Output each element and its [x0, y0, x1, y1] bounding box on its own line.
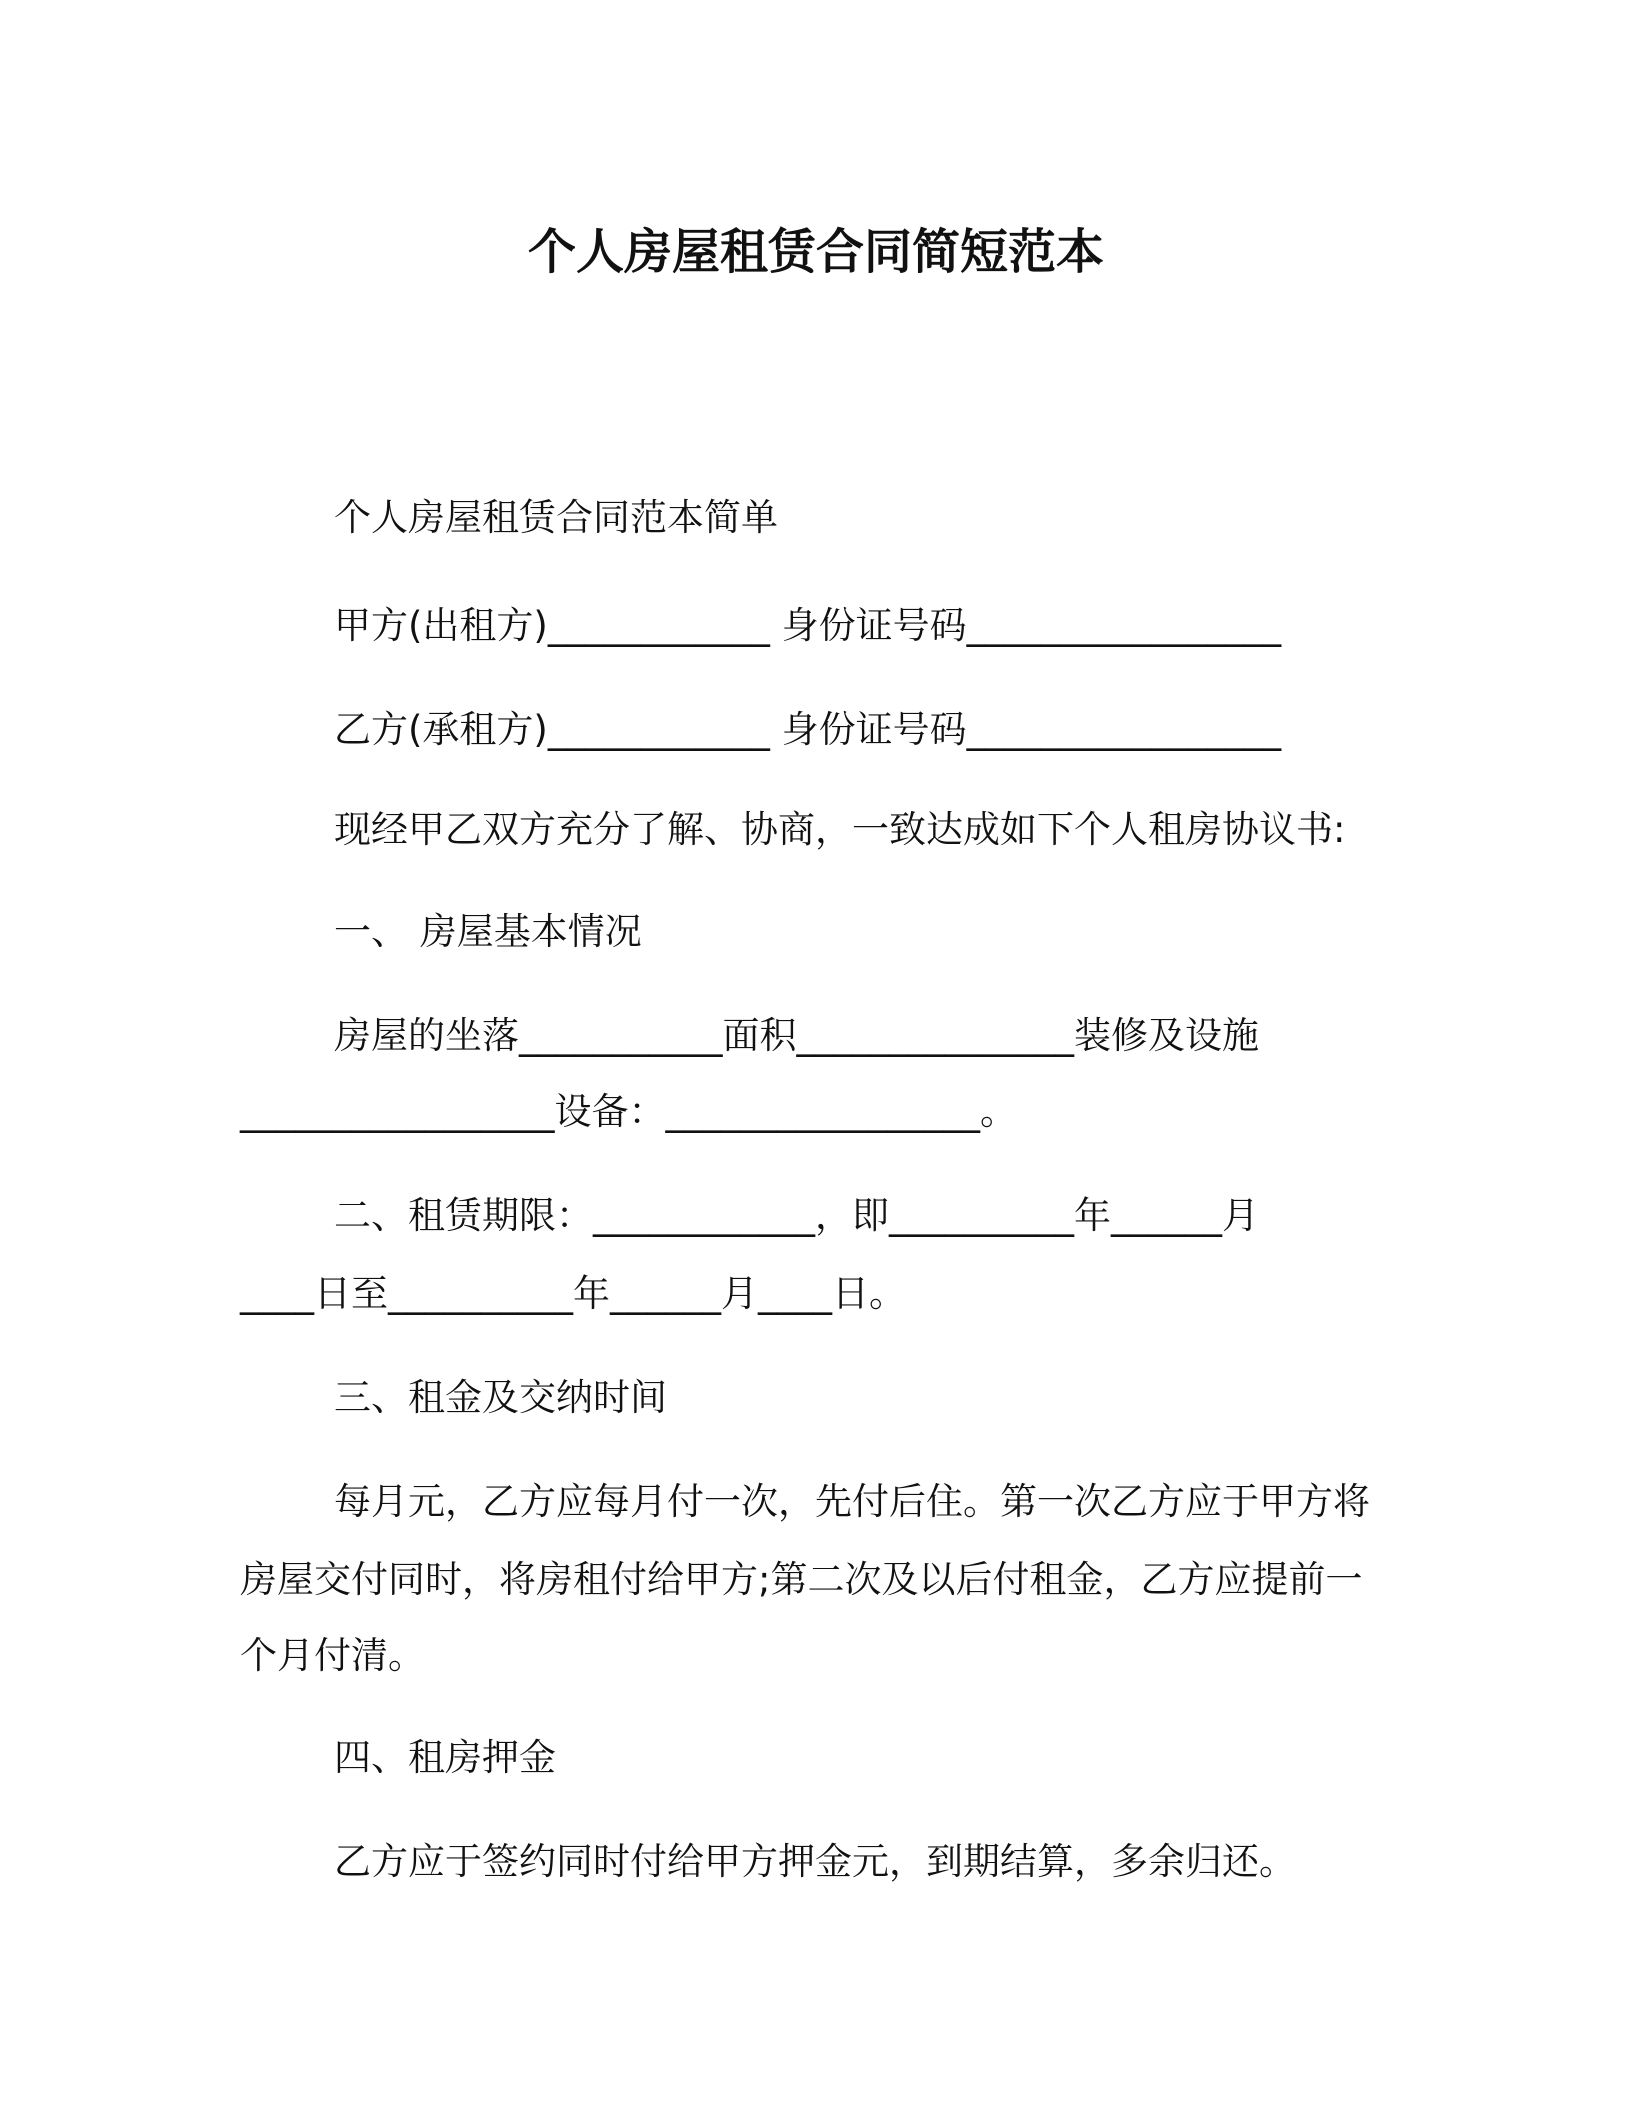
party-a-line: 甲方(出租方)____________ 身份证号码_________________: [334, 604, 1282, 647]
subtitle: 个人房屋租赁合同范本简单: [334, 496, 778, 539]
rent-paragraph-line-1: 每月元，乙方应每月付一次，先付后住。第一次乙方应于甲方将: [334, 1480, 1370, 1523]
lease-term-end-line: ____日至__________年______月____日。: [240, 1272, 906, 1315]
rent-paragraph-line-3: 个月付清。: [240, 1634, 425, 1677]
deposit-paragraph: 乙方应于签约同时付给甲方押金元，到期结算，多余归还。: [334, 1840, 1296, 1883]
party-b-line: 乙方(承租方)____________ 身份证号码_________________: [334, 708, 1282, 751]
house-equipment-line: _________________设备：_________________。: [240, 1090, 1017, 1133]
document-title: 个人房屋租赁合同简短范本: [527, 224, 1104, 280]
section-3-heading: 三、租金及交纳时间: [334, 1376, 667, 1419]
section-4-heading: 四、租房押金: [334, 1736, 556, 1779]
section-1-heading: 一、 房屋基本情况: [334, 910, 642, 953]
house-location-line: 房屋的坐落___________面积_______________装修及设施: [334, 1014, 1259, 1057]
rent-paragraph-line-2: 房屋交付同时，将房租付给甲方;第二次及以后付租金，乙方应提前一: [240, 1558, 1363, 1601]
agreement-intro: 现经甲乙双方充分了解、协商，一致达成如下个人租房协议书:: [334, 808, 1346, 851]
section-2-lease-term: 二、租赁期限：____________，即__________年______月: [334, 1194, 1259, 1237]
